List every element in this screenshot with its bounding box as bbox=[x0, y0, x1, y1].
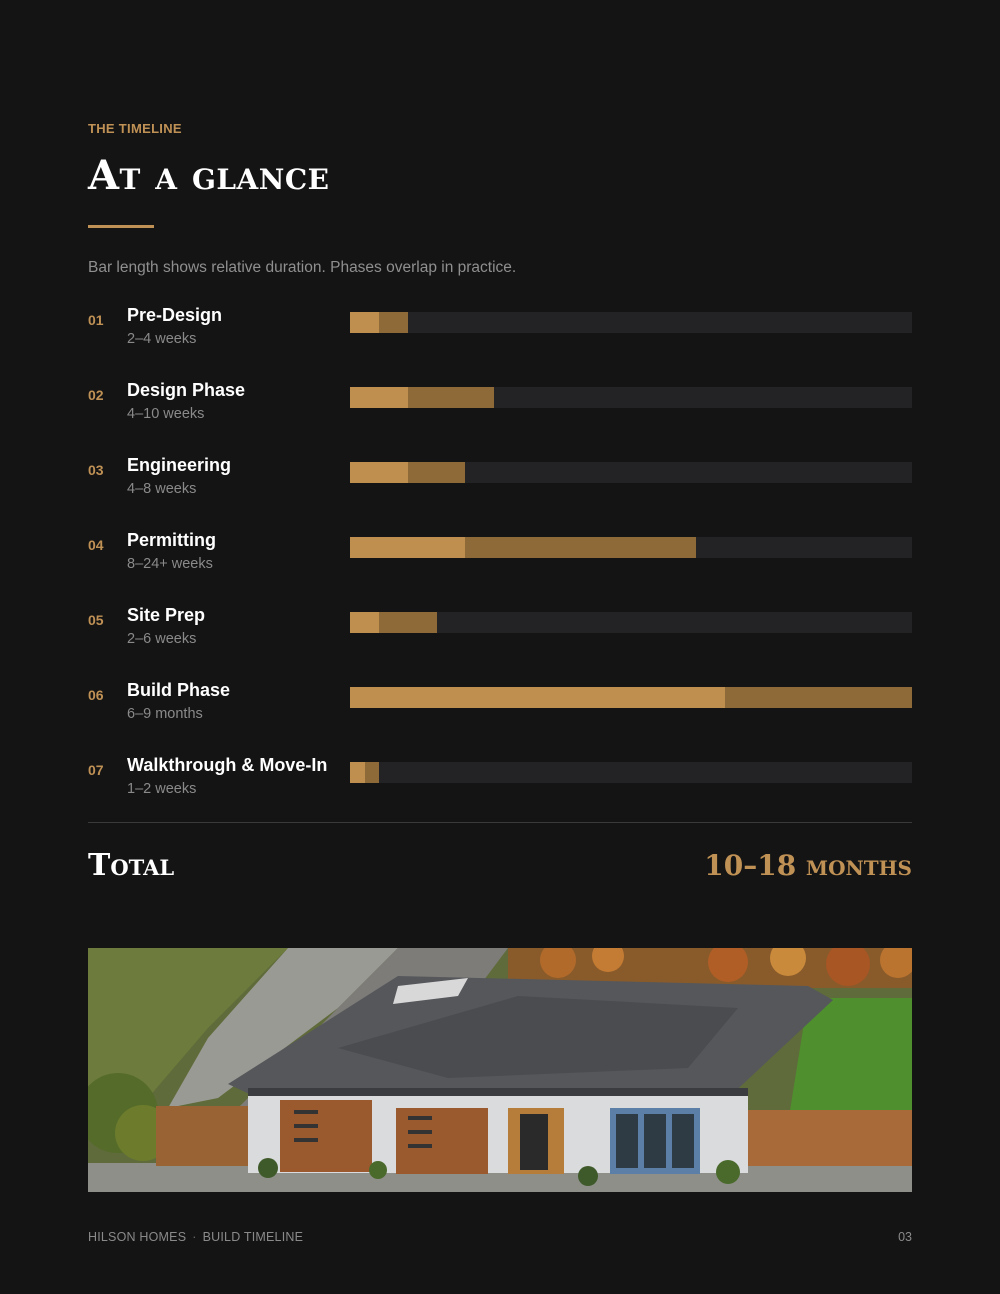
phase-bar-min bbox=[350, 312, 379, 333]
phase-bar-track bbox=[350, 687, 912, 708]
footer-doc-name: BUILD TIMELINE bbox=[202, 1230, 304, 1244]
phase-number: 06 bbox=[88, 687, 104, 703]
phase-bar-track bbox=[350, 462, 912, 483]
phase-name: Site Prep bbox=[127, 605, 206, 625]
divider bbox=[88, 822, 912, 823]
phase-row bbox=[88, 305, 912, 355]
total-label: Total bbox=[88, 848, 175, 883]
phase-row bbox=[88, 530, 912, 580]
phase-row bbox=[88, 755, 912, 805]
phase-name: Engineering bbox=[127, 455, 232, 475]
phase-row bbox=[88, 380, 912, 430]
accent-rule bbox=[88, 225, 154, 228]
footer-brand-name: HILSON HOMES bbox=[88, 1230, 187, 1244]
phase-bar-min bbox=[350, 387, 408, 408]
phase-duration: 8–24+ weeks bbox=[127, 556, 213, 572]
phase-name: Build Phase bbox=[127, 680, 231, 700]
page-title: At a glance bbox=[88, 152, 330, 199]
phase-number: 03 bbox=[88, 462, 104, 478]
phase-bar-min bbox=[350, 462, 408, 483]
total-value: 10–18 months bbox=[704, 849, 912, 882]
section-eyebrow: THE TIMELINE bbox=[88, 121, 182, 136]
phase-row bbox=[88, 605, 912, 655]
page-subtitle: Bar length shows relative duration. Phases overlap in practice. bbox=[88, 259, 517, 276]
phase-duration: 1–2 weeks bbox=[127, 781, 197, 797]
phase-row bbox=[88, 455, 912, 505]
phase-duration: 4–10 weeks bbox=[127, 406, 205, 422]
phase-number: 07 bbox=[88, 762, 104, 778]
footer-brand bbox=[88, 1230, 303, 1244]
phase-bar-min bbox=[350, 687, 725, 708]
phase-bar-min bbox=[350, 762, 365, 783]
house-aerial-photo bbox=[88, 948, 912, 1192]
phase-duration: 4–8 weeks bbox=[127, 481, 197, 497]
phase-bar-track bbox=[350, 387, 912, 408]
phase-duration: 2–6 weeks bbox=[127, 631, 197, 647]
phase-bar-min bbox=[350, 537, 465, 558]
phase-bar-track bbox=[350, 762, 912, 783]
phase-number: 04 bbox=[88, 537, 104, 553]
page-number: 03 bbox=[898, 1230, 912, 1244]
phase-name: Pre-Design bbox=[127, 305, 223, 325]
phase-bar-track bbox=[350, 312, 912, 333]
phase-duration: 6–9 months bbox=[127, 706, 203, 722]
phase-duration: 2–4 weeks bbox=[127, 331, 197, 347]
timeline-page bbox=[88, 0, 912, 1294]
phase-name: Design Phase bbox=[127, 380, 246, 400]
phase-bar-min bbox=[350, 612, 379, 633]
phase-number: 02 bbox=[88, 387, 104, 403]
phase-number: 01 bbox=[88, 312, 104, 328]
phase-name: Walkthrough & Move-In bbox=[127, 755, 328, 775]
phase-bar-track bbox=[350, 612, 912, 633]
phase-number: 05 bbox=[88, 612, 104, 628]
phase-row bbox=[88, 680, 912, 730]
footer-separator: · bbox=[192, 1230, 197, 1244]
phase-bar-track bbox=[350, 537, 912, 558]
phase-name: Permitting bbox=[127, 530, 217, 550]
